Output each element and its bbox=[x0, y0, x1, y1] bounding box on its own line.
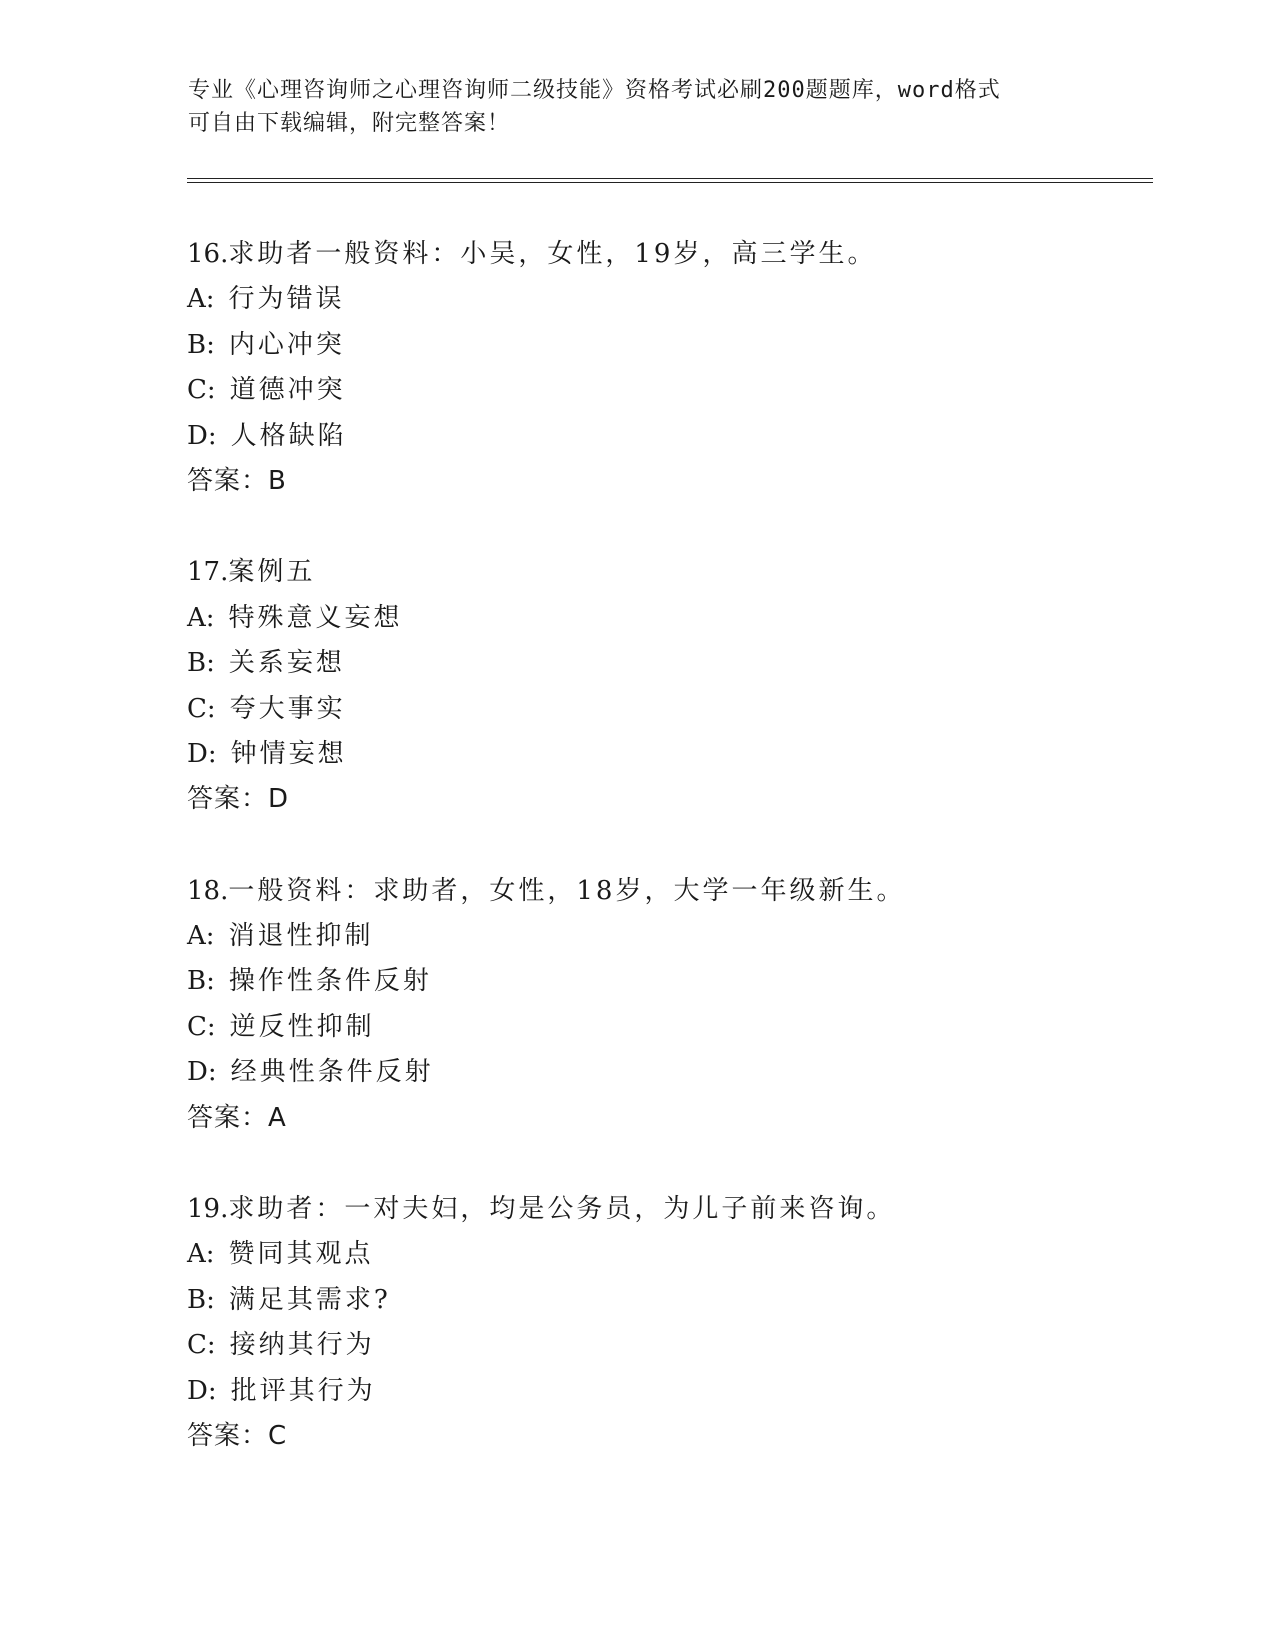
option-text: 道德冲突 bbox=[229, 375, 346, 406]
option-letter: C: bbox=[187, 1330, 216, 1361]
option-d bbox=[187, 414, 1147, 459]
document-header bbox=[188, 74, 1088, 140]
question-18 bbox=[187, 869, 1147, 1141]
option-d bbox=[187, 1369, 1147, 1414]
option-c bbox=[187, 687, 1147, 732]
header-divider bbox=[187, 178, 1153, 183]
question-17 bbox=[187, 550, 1147, 822]
question-stem bbox=[187, 1187, 1147, 1232]
option-letter: C: bbox=[187, 375, 216, 406]
question-number: 16. bbox=[187, 239, 229, 269]
option-a bbox=[187, 277, 1147, 322]
option-letter: B: bbox=[187, 648, 215, 679]
question-stem bbox=[187, 550, 1147, 595]
option-text: 内心冲突 bbox=[228, 329, 345, 360]
question-stem bbox=[187, 869, 1147, 914]
option-c bbox=[187, 1005, 1147, 1050]
option-b bbox=[187, 641, 1147, 686]
question-spacer bbox=[187, 1141, 1147, 1187]
option-text: 操作性条件反射 bbox=[228, 966, 432, 997]
option-b bbox=[187, 959, 1147, 1004]
option-letter: D: bbox=[187, 1057, 217, 1088]
option-letter: B: bbox=[187, 966, 215, 997]
question-19 bbox=[187, 1187, 1147, 1459]
question-number: 17. bbox=[187, 557, 229, 588]
option-c bbox=[187, 368, 1147, 413]
option-text: 接纳其行为 bbox=[229, 1330, 375, 1361]
question-number: 18. bbox=[187, 875, 229, 906]
option-text: 逆反性抑制 bbox=[229, 1011, 375, 1042]
option-text: 关系妄想 bbox=[228, 648, 345, 679]
option-text: 满足其需求? bbox=[228, 1284, 391, 1315]
question-text: 案例五 bbox=[228, 557, 316, 588]
option-a bbox=[187, 914, 1147, 959]
answer-line: 答案：D bbox=[187, 784, 290, 815]
question-text: 一般资料：求助者，女性，18岁，大学一年级新生。 bbox=[228, 875, 906, 906]
option-text: 批评其行为 bbox=[230, 1375, 376, 1406]
option-letter: B: bbox=[187, 329, 215, 360]
option-text: 消退性抑制 bbox=[228, 921, 374, 952]
option-letter: D: bbox=[187, 1375, 217, 1406]
answer-line: 答案：B bbox=[187, 465, 287, 496]
option-text: 特殊意义妄想 bbox=[228, 602, 403, 633]
question-number: 19. bbox=[187, 1194, 229, 1225]
option-letter: D: bbox=[187, 738, 217, 769]
question-list bbox=[187, 232, 1147, 1459]
option-c bbox=[187, 1323, 1147, 1368]
option-text: 夸大事实 bbox=[229, 693, 346, 724]
option-text: 钟情妄想 bbox=[230, 738, 347, 769]
option-letter: A: bbox=[187, 284, 215, 315]
option-letter: C: bbox=[187, 1011, 216, 1042]
header-title-line-2: 可自由下载编辑，附完整答案！ bbox=[188, 111, 511, 136]
option-text: 赞同其观点 bbox=[228, 1239, 374, 1270]
option-b bbox=[187, 1278, 1147, 1323]
option-a bbox=[187, 1232, 1147, 1277]
option-a bbox=[187, 596, 1147, 641]
question-text: 求助者一般资料：小吴，女性，19岁，高三学生。 bbox=[228, 239, 877, 269]
option-b bbox=[187, 323, 1147, 368]
option-letter: D: bbox=[187, 420, 217, 451]
option-text: 行为错误 bbox=[228, 284, 345, 315]
question-stem bbox=[187, 232, 1147, 277]
header-title-line-1: 专业《心理咨询师之心理咨询师二级技能》资格考试必刷200题题库，word格式 bbox=[188, 78, 1001, 103]
question-spacer bbox=[187, 504, 1147, 550]
option-d bbox=[187, 732, 1147, 777]
question-spacer bbox=[187, 823, 1147, 869]
option-d bbox=[187, 1050, 1147, 1095]
question-text: 求助者：一对夫妇，均是公务员，为儿子前来咨询。 bbox=[228, 1194, 896, 1225]
option-letter: A: bbox=[187, 602, 215, 633]
option-letter: B: bbox=[187, 1284, 215, 1315]
option-text: 人格缺陷 bbox=[230, 420, 347, 451]
option-letter: A: bbox=[187, 1239, 215, 1270]
option-text: 经典性条件反射 bbox=[230, 1057, 434, 1088]
question-16 bbox=[187, 232, 1147, 504]
option-letter: A: bbox=[187, 921, 215, 952]
answer-line: 答案：A bbox=[187, 1102, 287, 1133]
answer-line: 答案：C bbox=[187, 1420, 288, 1451]
option-letter: C: bbox=[187, 693, 216, 724]
